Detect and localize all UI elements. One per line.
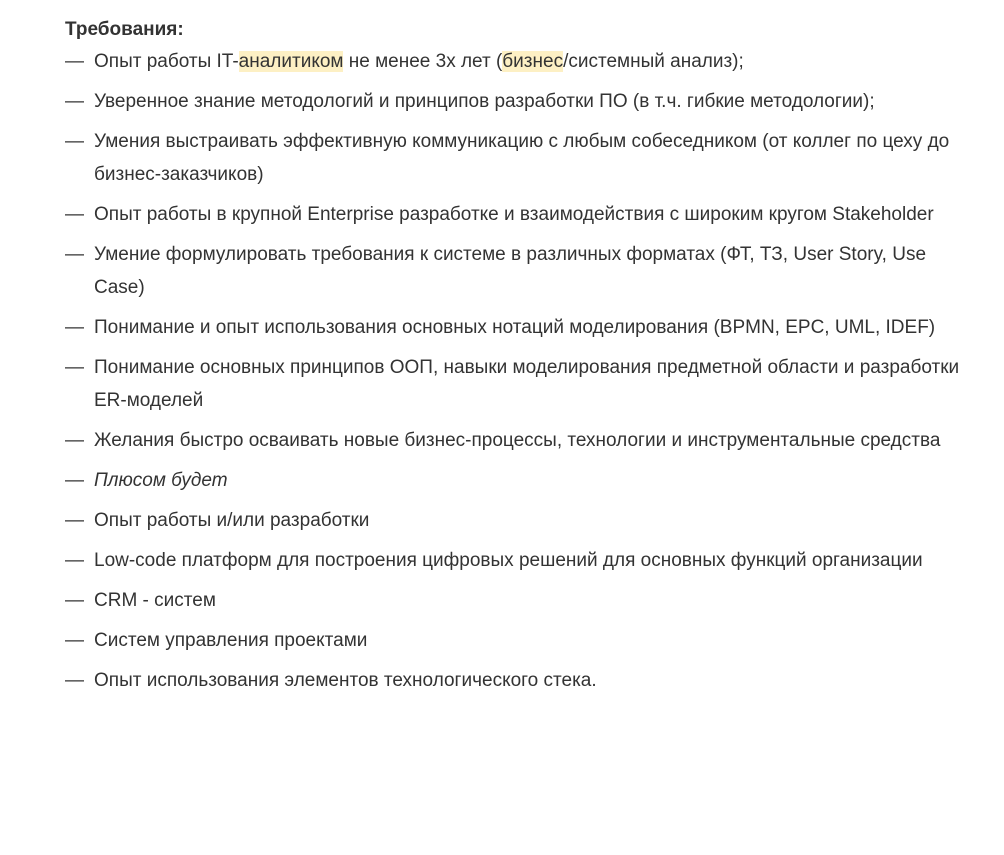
- item-text: Систем управления проектами: [94, 630, 368, 651]
- list-item: [65, 544, 980, 577]
- item-text-middle: не менее 3х лет (: [343, 51, 503, 72]
- list-item: [65, 664, 980, 697]
- requirements-section: [65, 18, 980, 704]
- item-text: Опыт работы в крупной Enterprise разработке и взаимодействия с широким кругом Stakeholder: [94, 204, 934, 225]
- list-item: [65, 238, 980, 304]
- list-dash: —: [65, 630, 84, 651]
- list-item: [65, 424, 980, 457]
- list-dash: —: [65, 204, 84, 225]
- list-dash: —: [65, 550, 84, 571]
- list-dash: —: [65, 51, 84, 72]
- list-item: [65, 584, 980, 617]
- item-text: Опыт использования элементов технологического стека.: [94, 670, 597, 691]
- list-item: [65, 624, 980, 657]
- list-item: [65, 45, 980, 78]
- list-dash: —: [65, 91, 84, 112]
- requirements-list: [65, 45, 980, 697]
- list-item: [65, 125, 980, 191]
- highlighted-term: аналитиком: [238, 51, 344, 72]
- list-dash: —: [65, 670, 84, 691]
- list-item: [65, 198, 980, 231]
- list-item: [65, 351, 980, 417]
- item-text-italic: Плюсом будет: [94, 470, 228, 491]
- item-text-start: Опыт работы IT-: [94, 51, 239, 72]
- list-dash: —: [65, 470, 84, 491]
- item-text: Умение формулировать требования к системе в различных форматах (ФТ, ТЗ, User Story, Use Case): [94, 244, 927, 298]
- item-text-end: /системный анализ);: [563, 51, 744, 72]
- item-text: Понимание и опыт использования основных нотаций моделирования (BPMN, EPC, UML, IDEF): [94, 317, 936, 338]
- item-text: Опыт работы и/или разработки: [94, 510, 370, 531]
- item-text: Понимание основных принципов ООП, навыки моделирования предметной области и разработки ER-моделей: [94, 357, 960, 411]
- list-dash: —: [65, 430, 84, 451]
- list-item: [65, 311, 980, 344]
- list-dash: —: [65, 244, 84, 265]
- item-text: Желания быстро осваивать новые бизнес-процессы, технологии и инструментальные средства: [94, 430, 941, 451]
- item-text: Low-code платформ для построения цифровых решений для основных функций организации: [94, 550, 923, 571]
- list-dash: —: [65, 357, 84, 378]
- list-dash: —: [65, 510, 84, 531]
- highlighted-term: бизнес: [502, 51, 564, 72]
- item-text: Умения выстраивать эффективную коммуникацию с любым собеседником (от коллег по цеху до бизнес-заказчиков): [94, 131, 950, 185]
- section-title: Требования:: [65, 19, 184, 40]
- list-item: [65, 464, 980, 497]
- list-dash: —: [65, 590, 84, 611]
- item-text: Уверенное знание методологий и принципов разработки ПО (в т.ч. гибкие методологии);: [94, 91, 875, 112]
- list-item: [65, 85, 980, 118]
- list-dash: —: [65, 317, 84, 338]
- list-item: [65, 504, 980, 537]
- item-text: CRM - систем: [94, 590, 216, 611]
- list-dash: —: [65, 131, 84, 152]
